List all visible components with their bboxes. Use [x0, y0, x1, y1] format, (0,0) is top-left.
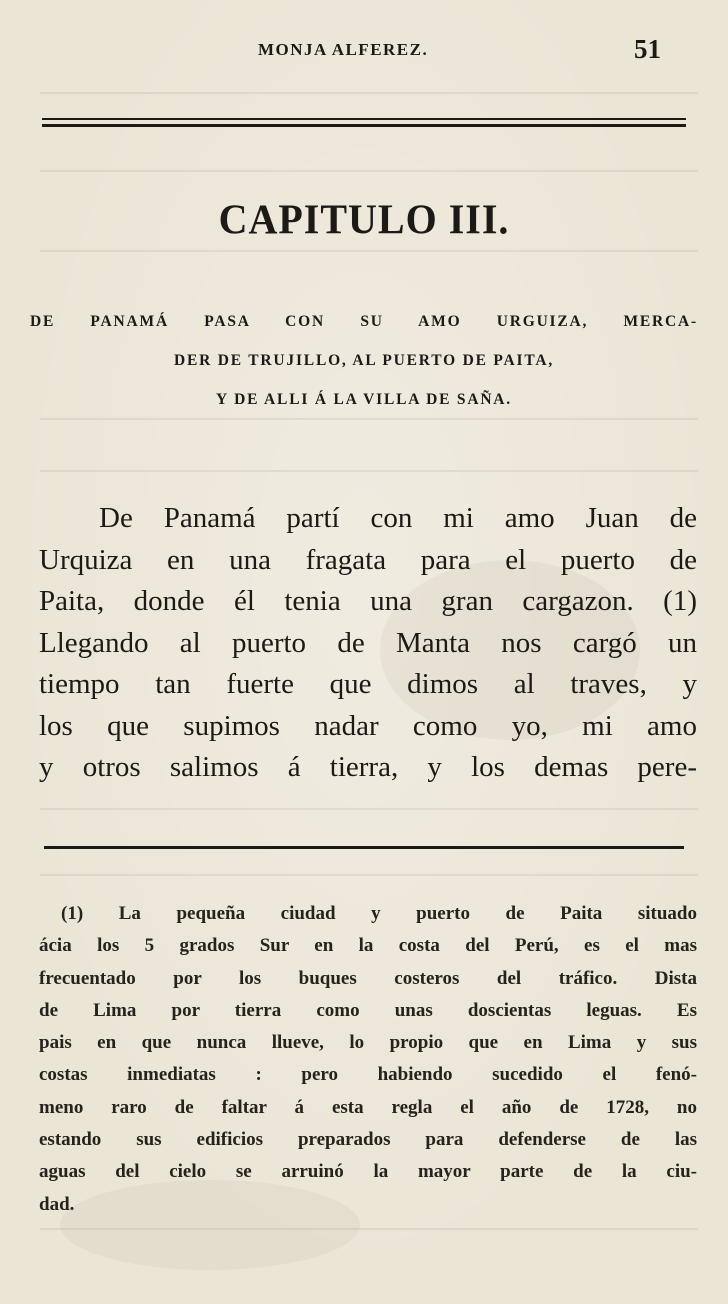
- footnote-line: aguas del cielo se arruinó la mayor parte de la ciu-: [39, 1161, 697, 1183]
- bleed-through-line: [40, 170, 698, 172]
- footnote-line: frecuentado por los buques costeros del tráfico. Dista: [39, 967, 697, 989]
- summary-line: DER DE TRUJILLO, AL PUERTO DE PAITA,: [173, 352, 555, 369]
- bleed-through-line: [40, 808, 698, 810]
- footnote-line: ácia los 5 grados Sur en la costa del Perú, es el mas: [39, 935, 697, 957]
- bleed-through-line: [40, 874, 698, 876]
- chapter-summary: [30, 302, 698, 419]
- footnote-line: meno raro de faltar á esta regla el año de 1728, no: [39, 1096, 697, 1118]
- body-line: Paita, donde él tenia una gran cargazon. (1): [39, 585, 697, 617]
- body-line: Urquiza en una fragata para el puerto de: [39, 543, 697, 576]
- header-rule-top: [42, 118, 686, 120]
- body-line: tiempo tan fuerte que dimos al traves, y: [39, 668, 697, 700]
- body-paragraph: [39, 498, 697, 789]
- footnote-line: pais en que nunca llueve, lo propio que en Lima y sus: [39, 1032, 697, 1054]
- body-line: Llegando al puerto de Manta nos cargó un: [39, 626, 697, 659]
- bleed-through-line: [40, 1228, 698, 1230]
- summary-line: DE PANAMÁ PASA CON SU AMO URGUIZA, MERCA-: [30, 313, 698, 330]
- body-line: los que supimos nadar como yo, mi amo: [39, 709, 697, 742]
- running-head: [0, 34, 728, 64]
- footnote-rule: [44, 846, 684, 849]
- header-rule-bottom: [42, 124, 686, 127]
- bleed-through-line: [40, 250, 698, 252]
- bleed-through-line: [40, 92, 698, 94]
- chapter-title: CAPITULO III.: [218, 195, 510, 244]
- footnote: [39, 898, 697, 1221]
- footnote-line: (1) La pequeña ciudad y puerto de Paita situado: [61, 903, 697, 924]
- body-line: y otros salimos á tierra, y los demas pere-: [39, 751, 697, 783]
- summary-line: Y DE ALLI Á LA VILLA DE SAÑA.: [216, 391, 512, 408]
- footnote-line: estando sus edificios preparados para defenderse de las: [39, 1129, 697, 1151]
- bleed-through-line: [40, 470, 698, 472]
- running-title: MONJA ALFEREZ.: [258, 40, 429, 59]
- page-number: 51: [634, 34, 661, 64]
- footnote-line: de Lima por tierra como unas doscientas leguas. Es: [39, 999, 697, 1021]
- footnote-line: costas inmediatas : pero habiendo sucedido el fenó-: [39, 1064, 697, 1086]
- body-line: De Panamá partí con mi amo Juan de: [99, 502, 697, 534]
- footnote-line: dad.: [39, 1193, 75, 1215]
